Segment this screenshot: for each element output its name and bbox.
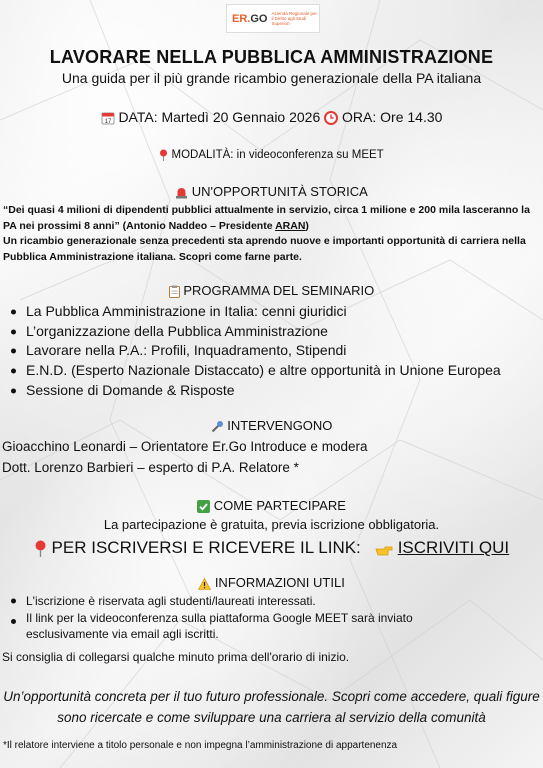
date-time-line — [0, 109, 543, 125]
program-heading — [0, 283, 543, 298]
quote-text: “Dei quasi 4 milioni di dipendenti pubblici attualmente in servizio, circa 1 milione e 200 mila lasceranno la PA nei prossimi 8 anni” (Antonio Naddeo – Presidente — [3, 204, 530, 232]
page-title: LAVORARE NELLA PUBBLICA AMMINISTRAZIONE — [49, 47, 494, 67]
clipboard-icon — [169, 285, 180, 298]
calendar-icon — [101, 111, 115, 125]
aran-link[interactable]: ARAN — [275, 219, 306, 232]
register-link[interactable]: ISCRIVITI QUI — [397, 538, 510, 557]
info-tip: Si consiglia di collegarsi qualche minuto prima dell'orario di inizio. — [2, 650, 350, 664]
program-heading-text: PROGRAMMA DEL SEMINARIO — [183, 283, 375, 298]
info-list — [0, 593, 496, 643]
list-item: E.N.D. (Esperto Nazionale Distaccato) e altre opportunità in Unione Europea — [0, 361, 501, 381]
warning-icon — [198, 578, 211, 590]
logo-mark-a: ER. — [232, 12, 251, 25]
date-text: DATA: Martedì 20 Gennaio 2026 — [118, 109, 321, 125]
opportunity-heading-text: UN'OPPORTUNITÀ STORICA — [191, 184, 368, 199]
modality-line — [0, 149, 543, 161]
logo-mark-b: GO — [250, 12, 268, 25]
pointing-hand-icon — [375, 541, 393, 557]
page-subtitle: Una guida per il più grande ricambio generazionale della PA italiana — [61, 70, 482, 86]
register-label: PER ISCRIVERSI E RICEVERE IL LINK: — [51, 538, 361, 557]
opportunity-body: Un ricambio generazionale senza precedenti sta aprendo nuove e importanti opportunità di carriera nella Pubblica Amministrazione italiana. Scopri come farne parte. — [3, 235, 526, 263]
speakers-block — [2, 436, 367, 478]
list-item: L'iscrizione è riservata agli studenti/laureati interessati. — [0, 593, 496, 610]
logo-mark — [232, 13, 267, 25]
participate-text: La partecipazione è gratuita, previa iscrizione obbligatoria. — [103, 517, 440, 532]
microphone-icon — [211, 420, 224, 433]
pin-icon — [159, 149, 168, 161]
program-list — [0, 302, 501, 401]
list-item: Il link per la videoconferenza sulla piattaforma Google MEET sarà inviato esclusivamente via email agli iscritti. — [0, 610, 496, 643]
speakers-heading — [0, 418, 543, 433]
participate-heading-text: COME PARTECIPARE — [213, 498, 346, 513]
list-item: L’organizzazione della Pubblica Amministrazione — [0, 322, 501, 342]
list-item: Sessione di Domande & Risposte — [0, 381, 501, 401]
pin-icon — [34, 540, 47, 557]
svg-text:17: 17 — [104, 119, 111, 126]
footnote: *Il relatore interviene a titolo personale e non impegna l’amministrazione di appartenenza — [3, 740, 398, 751]
list-item: Lavorare nella P.A.: Profili, Inquadramento, Stipendi — [0, 341, 501, 361]
check-icon — [197, 500, 210, 513]
info-heading-text: INFORMAZIONI UTILI — [214, 575, 345, 590]
ergo-logo — [226, 4, 320, 33]
clock-icon — [324, 111, 338, 125]
modality-text: MODALITÀ: in videoconferenza su MEET — [171, 149, 384, 162]
closing-text: Un’opportunità concreta per il tuo futuro professionale. Scopri come accedere, quali figure sono ricercate e come sviluppare una carriera al servizio della comunità — [3, 689, 540, 725]
quote-end: ) — [305, 219, 309, 232]
info-heading — [0, 575, 543, 590]
speaker-line: Gioacchino Leonardi – Orientatore Er.Go Introduce e modera — [2, 439, 368, 454]
register-line — [0, 538, 543, 558]
opportunity-heading — [0, 184, 543, 199]
participate-heading — [0, 498, 543, 513]
speaker-line: Dott. Lorenzo Barbieri – esperto di P.A. Relatore * — [2, 460, 299, 475]
opportunity-text-block — [3, 203, 540, 265]
list-item: La Pubblica Amministrazione in Italia: cenni giuridici — [0, 302, 501, 322]
speakers-heading-text: INTERVENGONO — [227, 418, 333, 433]
time-text: ORA: Ore 14.30 — [342, 109, 443, 125]
logo-tagline: Azienda Regionale per il Diritto agli Studi Superiori — [271, 11, 318, 26]
siren-icon — [175, 186, 188, 199]
